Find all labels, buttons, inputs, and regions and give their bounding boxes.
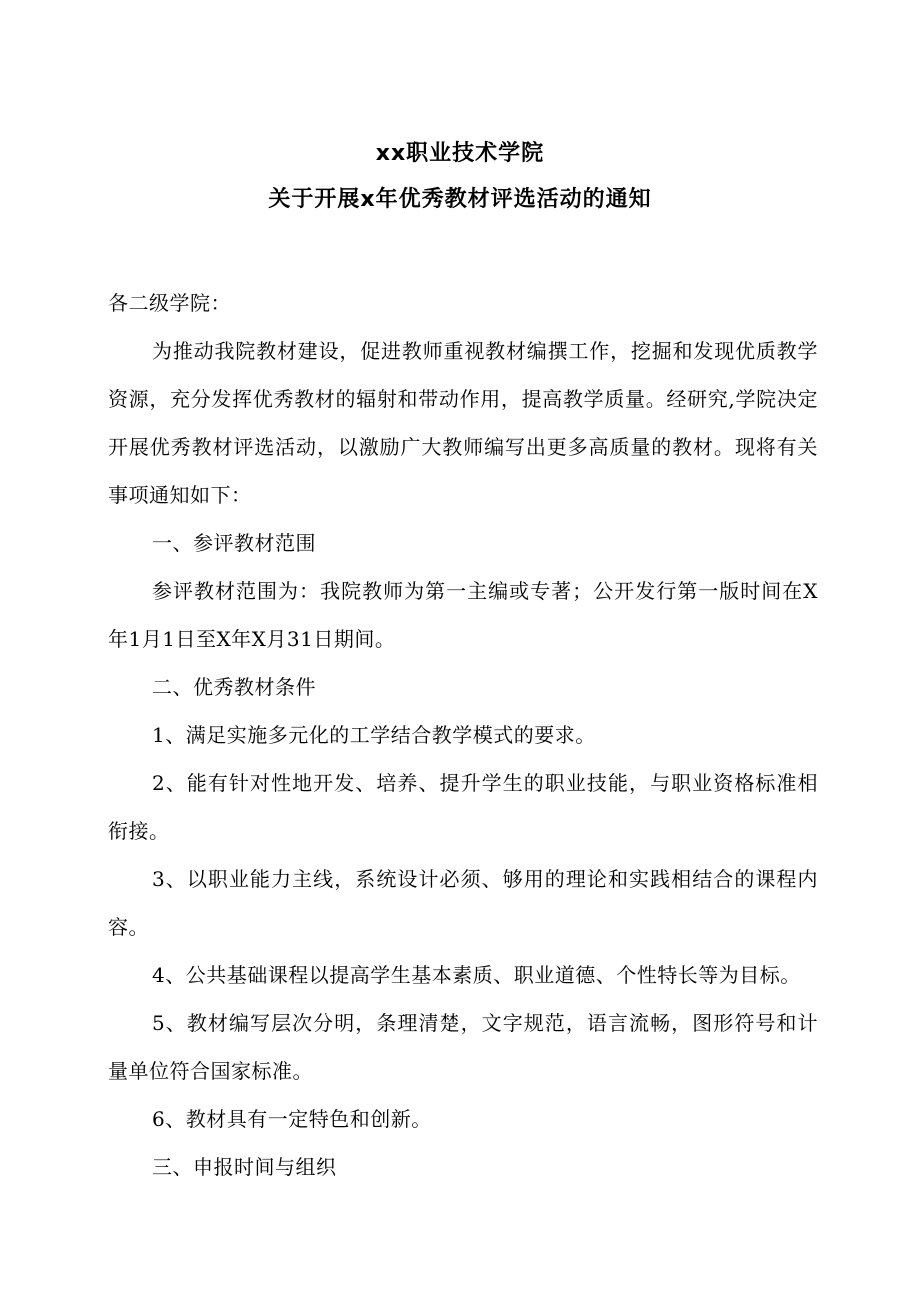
condition-item: 6、教材具有一定特色和创新。 bbox=[152, 1107, 432, 1131]
condition-item: 3、以职业能力主线，系统设计必须、够用的理论和实践相结合的课程内容。 bbox=[108, 867, 818, 939]
notice-title: 关于开展x年优秀教材评选活动的通知 bbox=[268, 187, 652, 212]
section-3-heading: 三、申报时间与组织 bbox=[152, 1155, 337, 1179]
intro-paragraph: 为推动我院教材建设，促进教师重视教材编撰工作，挖掘和发现优质教学资源，充分发挥优秀教材的辐射和带动作用，提高教学质量。经研究,学院决定开展优秀教材评选活动，以激励广大教师编写出更多高质量的教材。现将有关事项通知如下： bbox=[108, 339, 818, 507]
condition-item: 2、能有针对性地开发、培养、提升学生的职业技能，与职业资格标准相衔接。 bbox=[108, 771, 818, 843]
condition-item: 1、满足实施多元化的工学结合教学模式的要求。 bbox=[152, 723, 596, 747]
document-body bbox=[108, 279, 818, 1191]
condition-item: 4、公共基础课程以提高学生基本素质、职业道德、个性特长等为目标。 bbox=[152, 963, 801, 987]
condition-item: 5、教材编写层次分明，条理清楚，文字规范，语言流畅，图形符号和计量单位符合国家标准。 bbox=[108, 1011, 818, 1083]
institution-title: xx职业技术学院 bbox=[375, 141, 545, 166]
salutation: 各二级学院： bbox=[108, 291, 231, 315]
section-2-heading: 二、优秀教材条件 bbox=[152, 675, 316, 699]
section-1-heading: 一、参评教材范围 bbox=[152, 531, 316, 555]
section-1-text: 参评教材范围为：我院教师为第一主编或专著；公开发行第一版时间在X年1月1日至X年X月31日期间。 bbox=[108, 579, 818, 651]
